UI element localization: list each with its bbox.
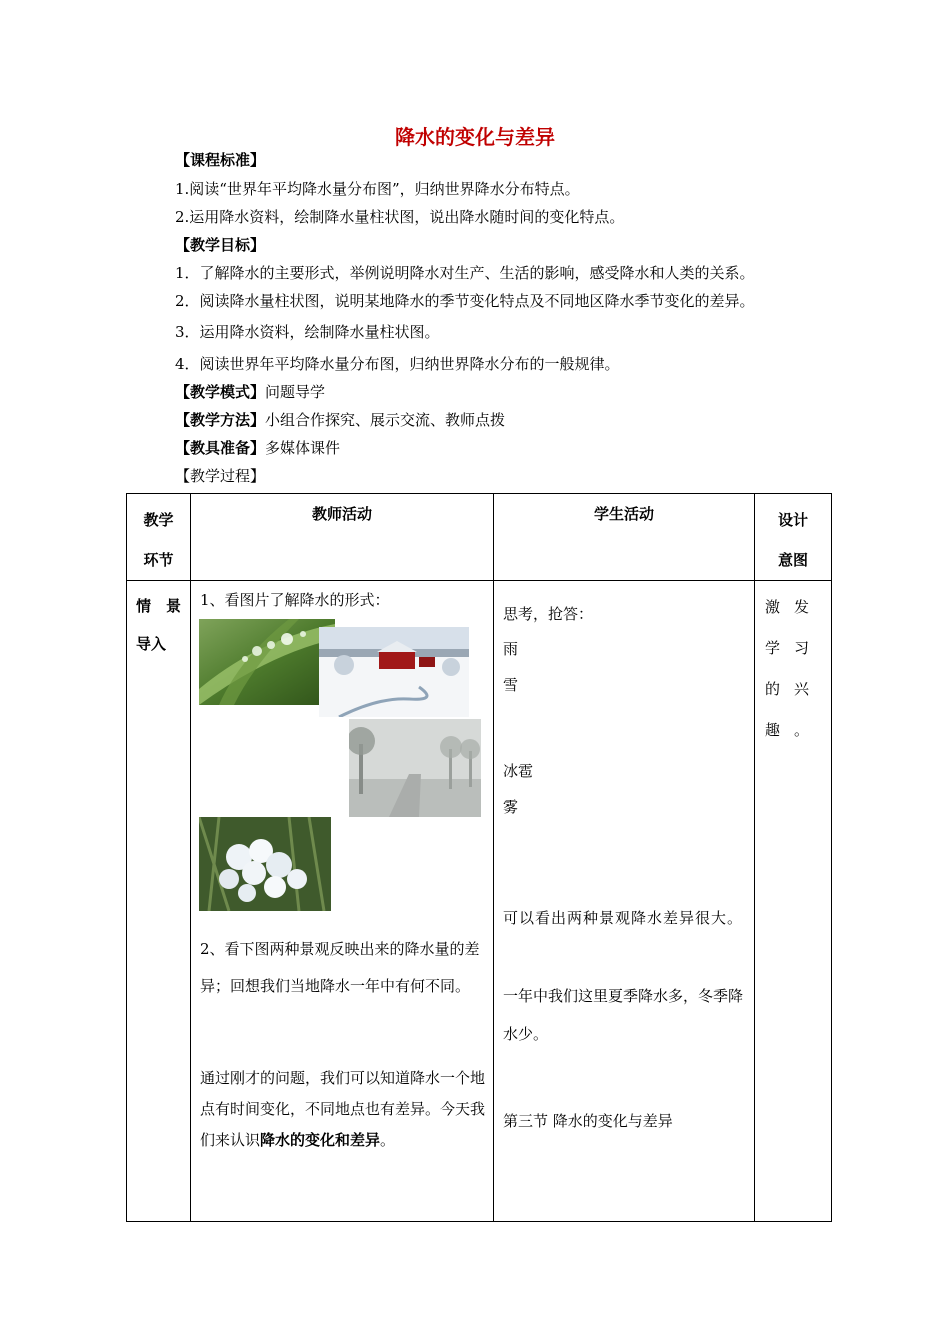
row1-student	[494, 581, 755, 1222]
goal-item-3: 3．运用降水资料，绘制降水量柱状图。	[175, 323, 440, 341]
design-text: 激发学习的兴趣。	[765, 598, 824, 739]
header-student-label: 学生活动	[593, 505, 654, 523]
header-design	[755, 494, 832, 581]
teacher-p2: 2、看下图两种景观反映出来的降水量的差异；回想我们当地降水一年中有何不同。	[200, 940, 480, 995]
teacher-p3-bold: 降水的变化和差异	[260, 1131, 381, 1149]
goal-item-1: 1．了解降水的主要形式，举例说明降水对生产、生活的影响，感受降水和人类的关系。	[175, 264, 755, 282]
row1-teacher	[191, 581, 494, 1222]
standard-item-2: 2.运用降水资料，绘制降水量柱状图，说出降水随时间的变化特点。	[175, 208, 625, 226]
student-diff: 可以看出两种景观降水差异很大。	[503, 909, 744, 927]
student-think: 思考，抢答：	[503, 605, 594, 623]
method-value: 小组合作探究、展示交流、教师点拨	[265, 411, 506, 429]
method-label: 【教学方法】	[175, 411, 266, 429]
row1-stage	[127, 581, 191, 1222]
mode-value: 问题导学	[265, 383, 326, 401]
teacher-p3-end: 。	[380, 1131, 396, 1149]
snow-photo	[319, 627, 469, 717]
header-stage-b: 环节	[143, 551, 174, 569]
rain-photo	[199, 619, 335, 705]
goal-heading: 【教学目标】	[175, 236, 266, 254]
table-row	[127, 581, 832, 1222]
header-design-a: 设计	[777, 511, 808, 529]
student-snow: 雪	[503, 676, 519, 694]
student-season: 一年中我们这里夏季降水多，冬季降水少。	[503, 987, 744, 1043]
teacher-p3	[200, 1063, 488, 1156]
process-heading: 【教学过程】	[175, 467, 266, 485]
standard-item-1: 1.阅读“世界年平均降水量分布图”，归纳世界降水分布特点。	[175, 180, 580, 198]
tools-line	[175, 438, 340, 458]
header-stage-a: 教学	[143, 511, 174, 529]
row1-stage-b: 导入	[136, 635, 167, 653]
student-fog: 雾	[503, 798, 519, 816]
goal-item-4: 4．阅读世界年平均降水量分布图，归纳世界降水分布的一般规律。	[175, 355, 620, 373]
goal-item-2: 2．阅读降水量柱状图，说明某地降水的季节变化特点及不同地区降水季节变化的差异。	[175, 292, 755, 310]
header-stage	[127, 494, 191, 581]
page-title: 降水的变化与差异	[395, 125, 555, 149]
header-teacher	[191, 494, 494, 581]
method-line	[175, 410, 505, 430]
header-teacher-label: 教师活动	[311, 505, 372, 523]
student-section: 第三节 降水的变化与差异	[503, 1112, 673, 1130]
tools-label: 【教具准备】	[175, 439, 266, 457]
header-design-b: 意图	[777, 551, 808, 569]
header-student	[494, 494, 755, 581]
row1-design	[755, 581, 832, 1222]
process-table	[126, 493, 832, 1222]
mode-label: 【教学模式】	[175, 383, 266, 401]
tools-value: 多媒体课件	[265, 439, 341, 457]
table-header-row	[127, 494, 832, 581]
fog-photo	[349, 719, 481, 817]
mode-line	[175, 382, 325, 402]
hail-photo	[199, 817, 331, 911]
row1-stage-a: 情 景	[136, 597, 182, 615]
teacher-p3-plain: 通过刚才的问题，我们可以知道降水一个地点有时间变化，不同地点也有差异。今天我们来认识	[200, 1069, 486, 1149]
teacher-p1: 1、看图片了解降水的形式：	[200, 591, 390, 609]
student-rain: 雨	[503, 640, 519, 658]
student-hail: 冰雹	[503, 762, 534, 780]
standard-heading: 【课程标准】	[175, 151, 266, 169]
